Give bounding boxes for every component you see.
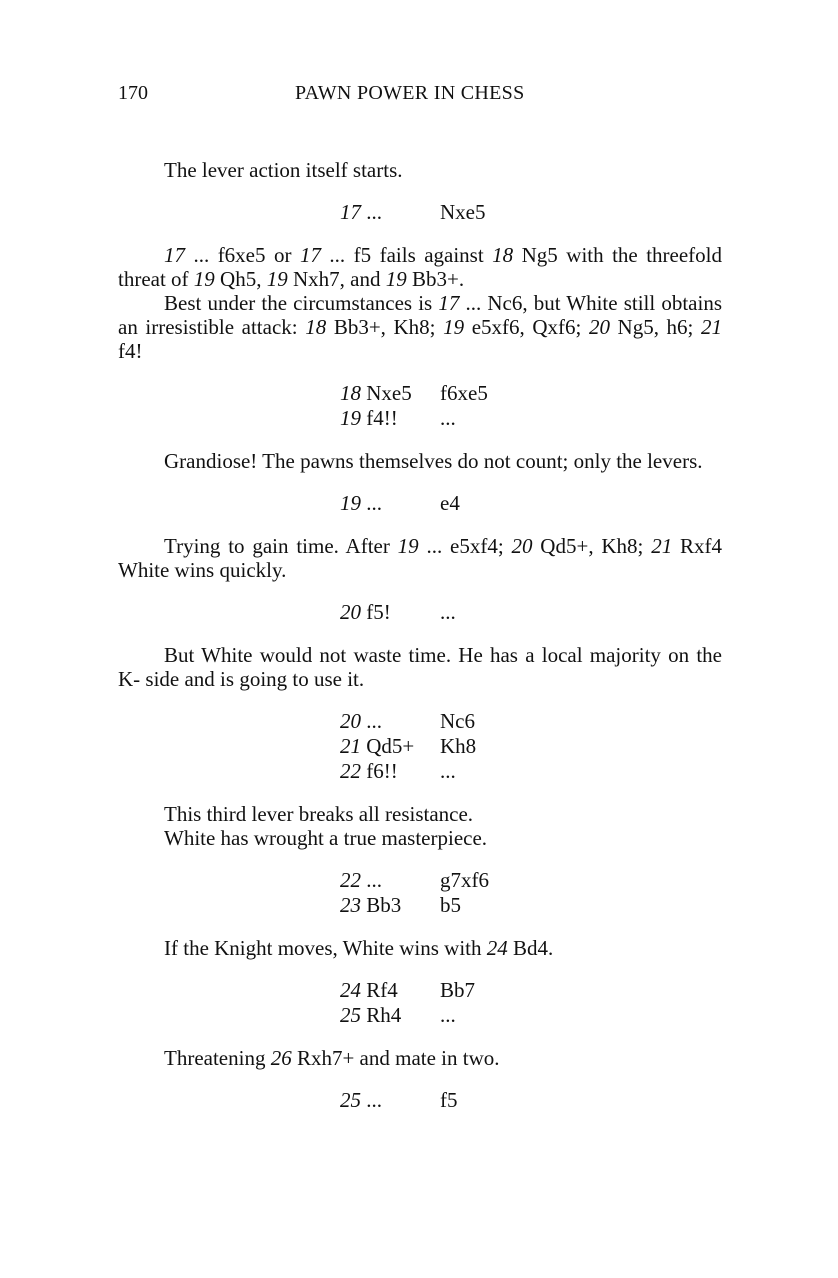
text: f4! — [118, 339, 143, 363]
paragraph — [118, 243, 722, 291]
paragraph — [118, 449, 722, 473]
text: Trying to gain time. After — [164, 534, 398, 558]
move-row — [340, 1003, 722, 1028]
paragraph — [118, 802, 722, 826]
move-number: 22 — [340, 759, 361, 783]
move-list — [118, 709, 722, 784]
text: If the Knight moves, White wins with — [164, 936, 487, 960]
white-move — [340, 1003, 440, 1028]
white-move — [340, 893, 440, 918]
move-number: 19 — [443, 315, 465, 339]
black-move: Nxe5 — [440, 200, 486, 224]
paragraph — [118, 291, 722, 363]
move-row — [340, 868, 722, 893]
paragraph — [118, 826, 722, 850]
move-list — [118, 491, 722, 516]
white-move — [340, 200, 440, 225]
text: ... Nc6, but White still obtains an irresistible attack: — [118, 291, 722, 339]
white-move-text: ... — [361, 868, 382, 892]
white-move-text: Qd5+ — [361, 734, 415, 758]
paragraph — [118, 936, 722, 960]
white-move-text: ... — [361, 709, 382, 733]
move-number: 19 — [266, 267, 288, 291]
move-list — [118, 1088, 722, 1113]
text: ... f6xe5 or — [185, 243, 300, 267]
move-number: 19 — [340, 491, 361, 515]
move-row — [340, 200, 722, 225]
move-list — [118, 381, 722, 431]
white-move-text: f5! — [361, 600, 391, 624]
page-body — [118, 158, 722, 1113]
black-move: f5 — [440, 1088, 458, 1112]
move-number: 23 — [340, 893, 361, 917]
move-number: 20 — [340, 600, 361, 624]
move-number: 20 — [511, 534, 533, 558]
move-number: 21 — [701, 315, 722, 339]
move-row — [340, 978, 722, 1003]
paragraph — [118, 158, 722, 182]
move-list — [118, 868, 722, 918]
move-number: 25 — [340, 1088, 361, 1112]
move-number: 17 — [340, 200, 361, 224]
move-row — [340, 491, 722, 516]
move-row — [340, 1088, 722, 1113]
white-move — [340, 868, 440, 893]
move-number: 24 — [486, 936, 508, 960]
move-number: 21 — [651, 534, 673, 558]
black-move: ... — [440, 759, 456, 783]
text: White has wrought a true masterpiece. — [164, 826, 488, 850]
text: Bb3+, Kh8; — [326, 315, 444, 339]
black-move: b5 — [440, 893, 461, 917]
white-move — [340, 1088, 440, 1113]
move-number: 25 — [340, 1003, 361, 1027]
text: Threatening — [164, 1046, 271, 1070]
white-move — [340, 759, 440, 784]
move-row — [340, 709, 722, 734]
black-move: ... — [440, 600, 456, 624]
move-number: 24 — [340, 978, 361, 1002]
move-number: 20 — [588, 315, 610, 339]
black-move: ... — [440, 1003, 456, 1027]
book-title: PAWN POWER IN CHESS — [295, 82, 525, 104]
white-move-text: Rf4 — [361, 978, 398, 1002]
move-number: 21 — [340, 734, 361, 758]
white-move — [340, 709, 440, 734]
text: The lever action itself starts. — [164, 158, 403, 182]
text: ... e5xf4; — [418, 534, 512, 558]
move-number: 20 — [340, 709, 361, 733]
move-row — [340, 600, 722, 625]
move-number: 19 — [385, 267, 407, 291]
black-move: Nc6 — [440, 709, 475, 733]
text: Nxh7, and — [287, 267, 386, 291]
paragraph — [118, 534, 722, 582]
text: This third lever breaks all resistance. — [164, 802, 474, 826]
white-move — [340, 491, 440, 516]
move-list — [118, 600, 722, 625]
running-head — [118, 82, 720, 106]
text: Ng5 with the threefold threat of — [118, 243, 722, 291]
black-move: f6xe5 — [440, 381, 488, 405]
move-number: 26 — [270, 1046, 292, 1070]
move-row — [340, 893, 722, 918]
page-number: 170 — [118, 82, 148, 104]
move-number: 17 — [299, 243, 321, 267]
text: Bb3+. — [406, 267, 465, 291]
white-move — [340, 406, 440, 431]
move-number: 17 — [164, 243, 185, 267]
black-move: Kh8 — [440, 734, 477, 758]
move-row — [340, 734, 722, 759]
move-list — [118, 200, 722, 225]
text: Ng5, h6; — [609, 315, 701, 339]
text: Qh5, — [214, 267, 267, 291]
white-move-text: Rh4 — [361, 1003, 402, 1027]
move-number: 19 — [340, 406, 361, 430]
paragraph — [118, 1046, 722, 1070]
text: Bd4. — [507, 936, 554, 960]
white-move-text: ... — [361, 200, 382, 224]
white-move-text: Bb3 — [361, 893, 402, 917]
move-number: 19 — [397, 534, 419, 558]
text: Best under the circumstances is — [164, 291, 439, 315]
white-move — [340, 978, 440, 1003]
move-row — [340, 381, 722, 406]
move-row — [340, 406, 722, 431]
move-number: 18 — [340, 381, 361, 405]
black-move: Bb7 — [440, 978, 476, 1002]
move-number: 18 — [492, 243, 514, 267]
text: e5xf6, Qxf6; — [464, 315, 589, 339]
white-move-text: Nxe5 — [361, 381, 412, 405]
move-number: 19 — [193, 267, 215, 291]
white-move-text: ... — [361, 491, 382, 515]
move-number: 22 — [340, 868, 361, 892]
black-move: ... — [440, 406, 456, 430]
white-move-text: f6!! — [361, 759, 398, 783]
white-move — [340, 600, 440, 625]
white-move — [340, 381, 440, 406]
black-move: g7xf6 — [440, 868, 489, 892]
white-move-text: ... — [361, 1088, 382, 1112]
text: ... f5 fails against — [320, 243, 493, 267]
move-number: 17 — [438, 291, 460, 315]
move-list — [118, 978, 722, 1028]
black-move: e4 — [440, 491, 460, 515]
paragraph — [118, 643, 722, 691]
white-move-text: f4!! — [361, 406, 398, 430]
text: Grandiose! The pawns themselves do not count; only the levers. — [164, 449, 703, 473]
move-row — [340, 759, 722, 784]
text: Qd5+, Kh8; — [532, 534, 652, 558]
text: But White would not waste time. He has a local majority on the K- side and is going to use it. — [118, 643, 722, 691]
text: Rxh7+ and mate in two. — [291, 1046, 500, 1070]
text: Rxf4 White wins quickly. — [118, 534, 722, 582]
white-move — [340, 734, 440, 759]
move-number: 18 — [305, 315, 327, 339]
